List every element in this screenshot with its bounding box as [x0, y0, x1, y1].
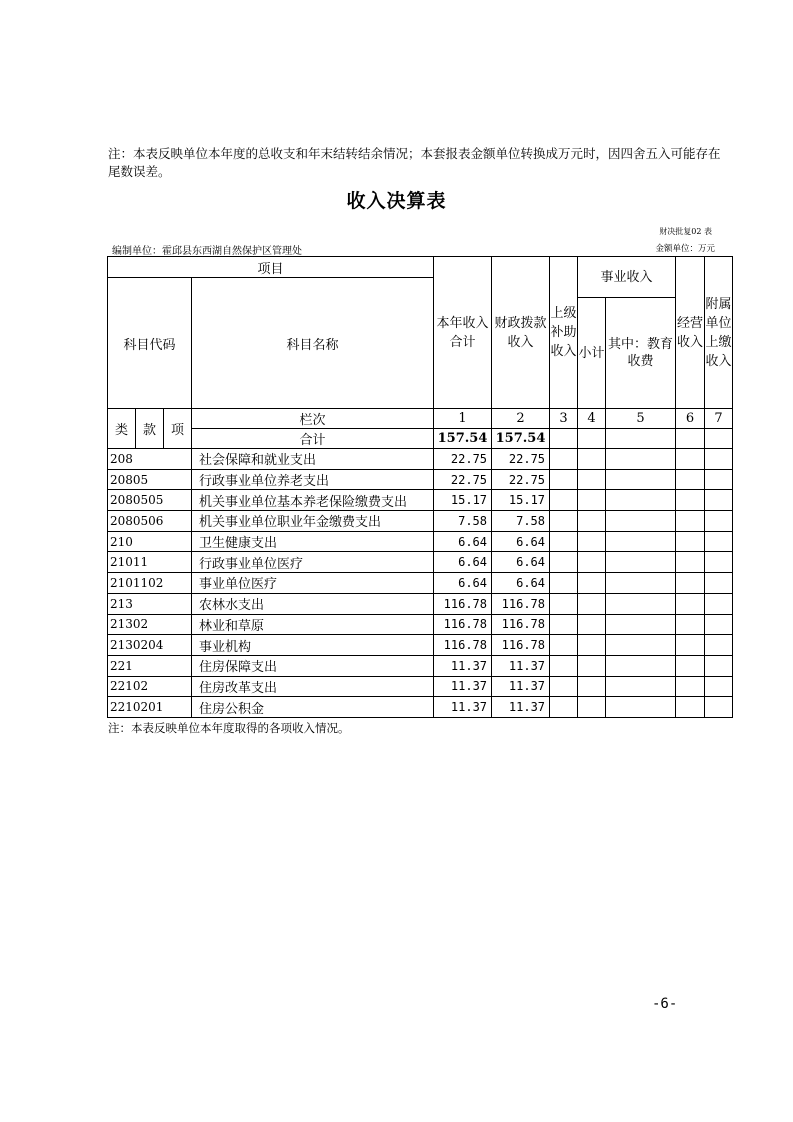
total-income: 6.64	[434, 552, 492, 573]
subject-code: 208	[108, 449, 192, 470]
table-row	[108, 531, 733, 552]
header-subject-name: 科目名称	[192, 278, 434, 409]
empty-cell	[606, 429, 676, 449]
header-total-income: 本年收入合计	[434, 257, 492, 409]
subject-code: 21302	[108, 614, 192, 635]
subject-name: 机关事业单位基本养老保险缴费支出	[192, 490, 434, 511]
bottom-note: 注：本表反映单位本年度取得的各项收入情况。	[108, 721, 350, 735]
empty-cell	[676, 593, 705, 614]
empty-cell	[606, 490, 676, 511]
empty-cell	[578, 573, 606, 594]
empty-cell	[550, 552, 578, 573]
table-row	[108, 552, 733, 573]
header-column-no: 栏次	[192, 409, 434, 429]
subject-code: 2210201	[108, 697, 192, 718]
total-income: 11.37	[434, 697, 492, 718]
empty-cell	[705, 552, 733, 573]
total-income: 6.64	[434, 531, 492, 552]
empty-cell	[705, 614, 733, 635]
col-number: 5	[606, 409, 676, 429]
total-income-value: 157.54	[434, 429, 492, 449]
col-number: 2	[492, 409, 550, 429]
table-row	[108, 655, 733, 676]
table-row	[108, 593, 733, 614]
col-number: 7	[705, 409, 733, 429]
subject-code: 2101102	[108, 573, 192, 594]
empty-cell	[606, 676, 676, 697]
empty-cell	[606, 511, 676, 532]
empty-cell	[578, 655, 606, 676]
fiscal-income: 22.75	[492, 449, 550, 470]
empty-cell	[606, 552, 676, 573]
empty-cell	[550, 614, 578, 635]
subject-name: 事业单位医疗	[192, 573, 434, 594]
empty-cell	[550, 449, 578, 470]
empty-cell	[705, 511, 733, 532]
total-income: 116.78	[434, 614, 492, 635]
header-education: 其中：教育收费	[606, 298, 676, 409]
empty-cell	[676, 511, 705, 532]
subject-name: 行政事业单位医疗	[192, 552, 434, 573]
empty-cell	[578, 676, 606, 697]
empty-cell	[705, 469, 733, 490]
empty-cell	[578, 449, 606, 470]
total-income: 22.75	[434, 469, 492, 490]
subject-name: 住房公积金	[192, 697, 434, 718]
empty-cell	[578, 614, 606, 635]
subject-code: 22102	[108, 676, 192, 697]
empty-cell	[550, 490, 578, 511]
header-lei: 类	[108, 409, 136, 449]
empty-cell	[606, 697, 676, 718]
empty-cell	[676, 614, 705, 635]
empty-cell	[705, 490, 733, 511]
header-operating: 经营收入	[676, 257, 705, 409]
subject-code: 2080506	[108, 511, 192, 532]
empty-cell	[705, 573, 733, 594]
empty-cell	[550, 531, 578, 552]
empty-cell	[578, 531, 606, 552]
total-income: 11.37	[434, 655, 492, 676]
total-income: 116.78	[434, 635, 492, 656]
empty-cell	[705, 635, 733, 656]
empty-cell	[676, 655, 705, 676]
subject-name: 行政事业单位养老支出	[192, 469, 434, 490]
empty-cell	[606, 531, 676, 552]
empty-cell	[676, 697, 705, 718]
total-income: 22.75	[434, 449, 492, 470]
total-income: 7.58	[434, 511, 492, 532]
header-superior: 上级补助收入	[550, 257, 578, 409]
col-number: 6	[676, 409, 705, 429]
table-row	[108, 511, 733, 532]
header-affiliated: 附属单位上缴收入	[705, 257, 733, 409]
empty-cell	[578, 593, 606, 614]
empty-cell	[606, 655, 676, 676]
empty-cell	[578, 429, 606, 449]
empty-cell	[705, 655, 733, 676]
empty-cell	[550, 573, 578, 594]
empty-cell	[550, 635, 578, 656]
total-label: 合计	[192, 429, 434, 449]
table-row	[108, 449, 733, 470]
total-income: 15.17	[434, 490, 492, 511]
fiscal-income: 116.78	[492, 593, 550, 614]
empty-cell	[705, 449, 733, 470]
subject-name: 机关事业单位职业年金缴费支出	[192, 511, 434, 532]
empty-cell	[550, 655, 578, 676]
empty-cell	[705, 531, 733, 552]
empty-cell	[550, 676, 578, 697]
empty-cell	[676, 469, 705, 490]
fiscal-income: 6.64	[492, 573, 550, 594]
total-fiscal-value: 157.54	[492, 429, 550, 449]
empty-cell	[676, 552, 705, 573]
empty-cell	[606, 614, 676, 635]
col-number: 1	[434, 409, 492, 429]
subject-code: 2130204	[108, 635, 192, 656]
fiscal-income: 6.64	[492, 531, 550, 552]
page-title: 收入决算表	[346, 190, 447, 212]
empty-cell	[705, 697, 733, 718]
subject-name: 事业机构	[192, 635, 434, 656]
table-row	[108, 635, 733, 656]
subject-code: 221	[108, 655, 192, 676]
header-project: 项目	[108, 257, 434, 278]
empty-cell	[705, 676, 733, 697]
table-row	[108, 573, 733, 594]
subject-name: 社会保障和就业支出	[192, 449, 434, 470]
empty-cell	[676, 490, 705, 511]
money-unit: 金额单位：万元	[655, 244, 715, 254]
fiscal-income: 116.78	[492, 614, 550, 635]
table-row	[108, 676, 733, 697]
empty-cell	[705, 593, 733, 614]
table-row	[108, 469, 733, 490]
empty-cell	[550, 429, 578, 449]
total-income: 116.78	[434, 593, 492, 614]
empty-cell	[550, 593, 578, 614]
empty-cell	[606, 449, 676, 470]
empty-cell	[550, 511, 578, 532]
fiscal-income: 22.75	[492, 469, 550, 490]
table-row	[108, 490, 733, 511]
empty-cell	[606, 635, 676, 656]
total-income: 6.64	[434, 573, 492, 594]
empty-cell	[705, 429, 733, 449]
subject-name: 农林水支出	[192, 593, 434, 614]
subject-name: 林业和草原	[192, 614, 434, 635]
total-income: 11.37	[434, 676, 492, 697]
empty-cell	[676, 429, 705, 449]
col-number: 3	[550, 409, 578, 429]
subject-code: 2080505	[108, 490, 192, 511]
fiscal-income: 11.37	[492, 676, 550, 697]
empty-cell	[676, 531, 705, 552]
subject-code: 21011	[108, 552, 192, 573]
header-xiang: 项	[164, 409, 192, 449]
header-fiscal: 财政拨款收入	[492, 257, 550, 409]
empty-cell	[578, 511, 606, 532]
subject-code: 210	[108, 531, 192, 552]
header-business: 事业收入	[578, 257, 676, 298]
empty-cell	[550, 469, 578, 490]
empty-cell	[578, 490, 606, 511]
empty-cell	[676, 573, 705, 594]
empty-cell	[578, 552, 606, 573]
compiling-unit: 编制单位：霍邱县东西湖自然保护区管理处	[112, 246, 302, 257]
col-number: 4	[578, 409, 606, 429]
fiscal-income: 116.78	[492, 635, 550, 656]
fiscal-income: 15.17	[492, 490, 550, 511]
empty-cell	[606, 593, 676, 614]
empty-cell	[578, 469, 606, 490]
subject-name: 住房保障支出	[192, 655, 434, 676]
subject-code: 213	[108, 593, 192, 614]
table-row	[108, 614, 733, 635]
form-code: 财决批复02 表	[659, 227, 712, 236]
empty-cell	[578, 635, 606, 656]
header-subject-code: 科目代码	[108, 278, 192, 409]
empty-cell	[676, 676, 705, 697]
income-table	[107, 256, 733, 718]
top-note: 注：本表反映单位本年度的总收支和年末结转结余情况；本套报表金额单位转换成万元时，因四舍五入可能存在尾数误差。	[108, 146, 721, 179]
subject-name: 住房改革支出	[192, 676, 434, 697]
empty-cell	[606, 469, 676, 490]
subject-code: 20805	[108, 469, 192, 490]
fiscal-income: 6.64	[492, 552, 550, 573]
fiscal-income: 11.37	[492, 655, 550, 676]
subject-name: 卫生健康支出	[192, 531, 434, 552]
page-number: -6-	[652, 996, 678, 1012]
fiscal-income: 7.58	[492, 511, 550, 532]
empty-cell	[676, 449, 705, 470]
empty-cell	[676, 635, 705, 656]
fiscal-income: 11.37	[492, 697, 550, 718]
empty-cell	[606, 573, 676, 594]
empty-cell	[550, 697, 578, 718]
table-row	[108, 697, 733, 718]
header-kuan: 款	[136, 409, 164, 449]
header-subtotal: 小计	[578, 298, 606, 409]
empty-cell	[578, 697, 606, 718]
